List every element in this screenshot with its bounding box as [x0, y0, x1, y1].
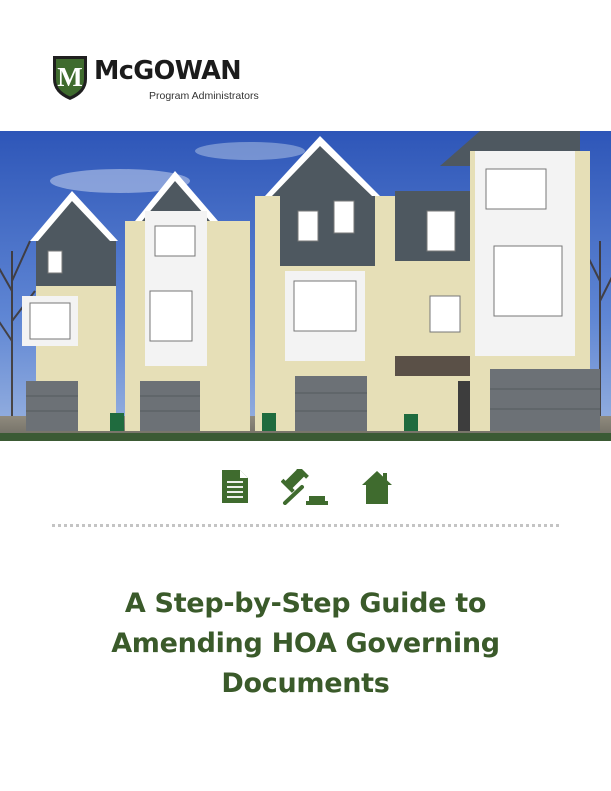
title-line-3: Documents — [221, 668, 390, 699]
title-line-2: Amending HOA Governing — [111, 628, 500, 659]
brand-tagline: Program Administrators — [149, 90, 259, 102]
house-icon — [361, 469, 393, 505]
shield-logo-icon — [51, 53, 89, 101]
hero-photo — [0, 131, 611, 441]
townhouses-illustration — [0, 131, 611, 441]
page-title — [0, 584, 611, 704]
logo-monogram: M — [57, 62, 83, 92]
gavel-icon — [281, 469, 328, 505]
title-line-1: A Step-by-Step Guide to — [124, 588, 487, 619]
document-icon — [221, 469, 249, 504]
icon-row — [0, 469, 611, 505]
company-logo — [51, 53, 281, 105]
brand-name: McGOWAN — [94, 56, 241, 86]
dotted-divider — [52, 524, 559, 527]
